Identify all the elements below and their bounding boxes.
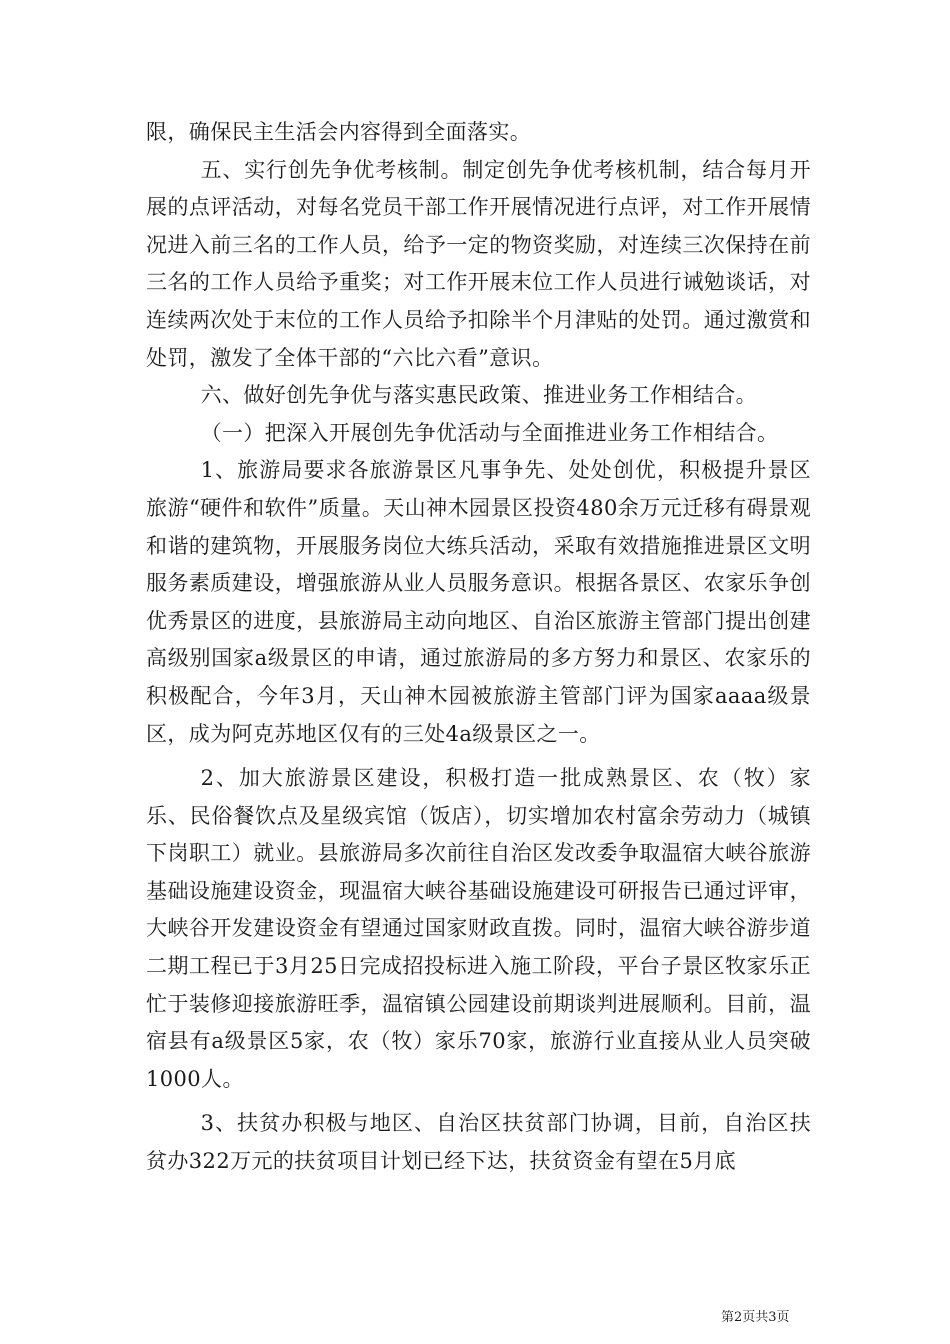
paragraph-item-one: 1、旅游局要求各旅游景区凡事争先、处处创优，积极提升景区旅游“硬件和软件”质量。天山神木园景区投资480余万元迁移有碍景观和谐的建筑物，开展服务岗位大练兵活动，采取有效措施推进景区文明服务素质建设，增强旅游从业人员服务意识。根据各景区、农家乐争创优秀景区的进度，县旅游局主动向地区、自治区旅游主管部门提出创建高级别国家a级景区的申请，通过旅游局的多方努力和景区、农家乐的积极配合，今年3月，天山神木园被旅游主管部门评为国家aaaa级景区，成为阿克苏地区仅有的三处4a级景区之一。	[146, 458, 811, 746]
paragraph-continuation: 限，确保民主生活会内容得到全面落实。	[146, 120, 532, 144]
paragraph-item-three: 3、扶贫办积极与地区、自治区扶贫部门协调，目前，自治区扶贫办322万元的扶贫项目计划已经下达，扶贫资金有望在5月底	[146, 1111, 811, 1174]
paragraph-section-five: 五、实行创先争优考核制。制定创先争优考核机制，结合每月开展的点评活动，对每名党员干部工作开展情况进行点评，对工作开展情况进入前三名的工作人员，给予一定的物资奖励，对连续三次保持在前三名的工作人员给予重奖；对工作开展末位工作人员进行诫勉谈话，对连续两次处于末位的工作人员给予扣除半个月津贴的处罚。通过激赏和处罚，激发了全体干部的“六比六看”意识。	[146, 157, 811, 370]
paragraph-item-two: 2、加大旅游景区建设，积极打造一批成熟景区、农（牧）家乐、民俗餐饮点及星级宾馆（饭店），切实增加农村富余劳动力（城镇下岗职工）就业。县旅游局多次前往自治区发改委争取温宿大峡谷旅游基础设施建设资金，现温宿大峡谷基础设施建设可研报告已通过评审，大峡谷开发建设资金有望通过国家财政直拨。同时，温宿大峡谷游步道二期工程已于3月25日完成招投标进入施工阶段，平台子景区牧家乐正忙于装修迎接旅游旺季，温宿镇公园建设前期谈判进展顺利。目前，温宿县有a级景区5家，农（牧）家乐70家，旅游行业直接从业人员突破1000人。	[146, 766, 811, 1091]
paragraph-section-six-heading: 六、做好创先争优与落实惠民政策、推进业务工作相结合。	[200, 383, 757, 408]
paragraph-subsection-one-heading: （一）把深入开展创先争优活动与全面推进业务工作相结合。	[200, 420, 779, 445]
document-body	[146, 114, 811, 1181]
page-number-footer: 第2页共3页	[721, 1310, 790, 1325]
